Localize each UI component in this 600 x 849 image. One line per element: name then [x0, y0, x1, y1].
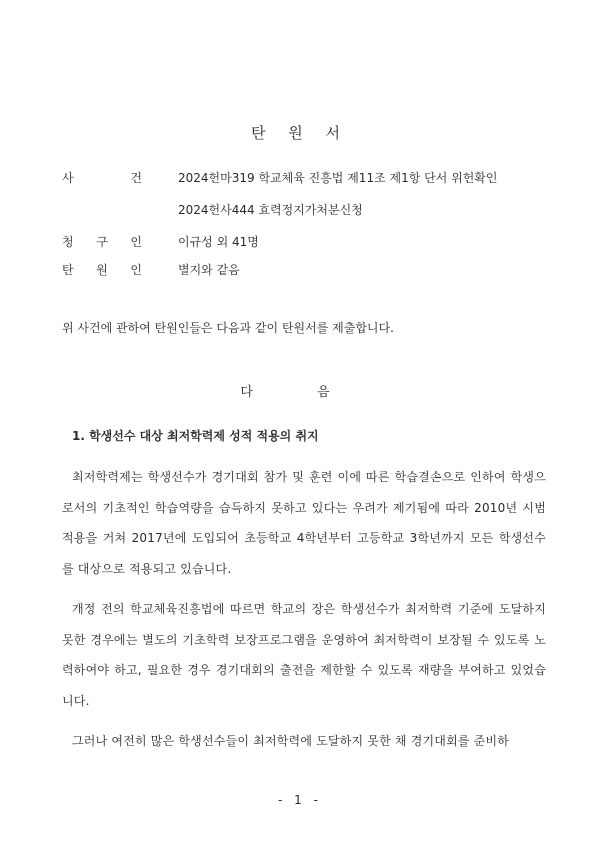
info-value-case: 2024헌마319 학교체육 진흥법 제11조 제1항 단서 위헌확인: [178, 171, 498, 185]
section-heading: 다 음: [240, 385, 360, 400]
section-1-title: 1. 학생선수 대상 최저학력제 성적 적용의 취지: [72, 429, 319, 443]
paragraph-1: 최저학력제는 학생선수가 경기대회 참가 및 훈련 이에 따른 학습결손으로 인하여 학생으로서의 기초적인 학습역량을 습득하지 못하고 있다는 우려가 제기됨에 따라 2010년 시범 적용을 거쳐 2017년에 도입되어 초등학교 4학년부터 고등학교 3학년까지 모든 학생선수를 대상으로 적용되고 있습니다.: [62, 470, 546, 576]
info-value-claimant: 이규성 외 41명: [178, 235, 259, 249]
info-value-case-2: 2024헌사444 효력정지가처분신청: [178, 203, 363, 217]
document-title: 탄 원 서: [250, 124, 349, 142]
paragraph-2: 개정 전의 학교체육진흥법에 따르면 학교의 장은 학생선수가 최저학력 기준에 도달하지 못한 경우에는 별도의 기초학력 보장프로그램을 운영하여 최저학력이 보장될 수 있도록 노력하여야 하고, 필요한 경우 경기대회의 출전을 제한할 수 있도록 재량을 부여하고 있었습니다.: [62, 602, 546, 708]
info-label-case: 사 건: [62, 171, 142, 185]
info-label-petitioner: 탄 원 인: [62, 263, 142, 277]
info-label-claimant: 청 구 인: [62, 235, 142, 249]
intro-text: 위 사건에 관하여 탄원인들은 다음과 같이 탄원서를 제출합니다.: [62, 321, 394, 335]
page-number: - 1 -: [278, 793, 322, 807]
info-value-petitioner: 별지와 같음: [178, 263, 240, 277]
paragraph-3: 그러나 여전히 많은 학생선수들이 최저학력에 도달하지 못한 채 경기대회를 준비하: [72, 734, 510, 748]
